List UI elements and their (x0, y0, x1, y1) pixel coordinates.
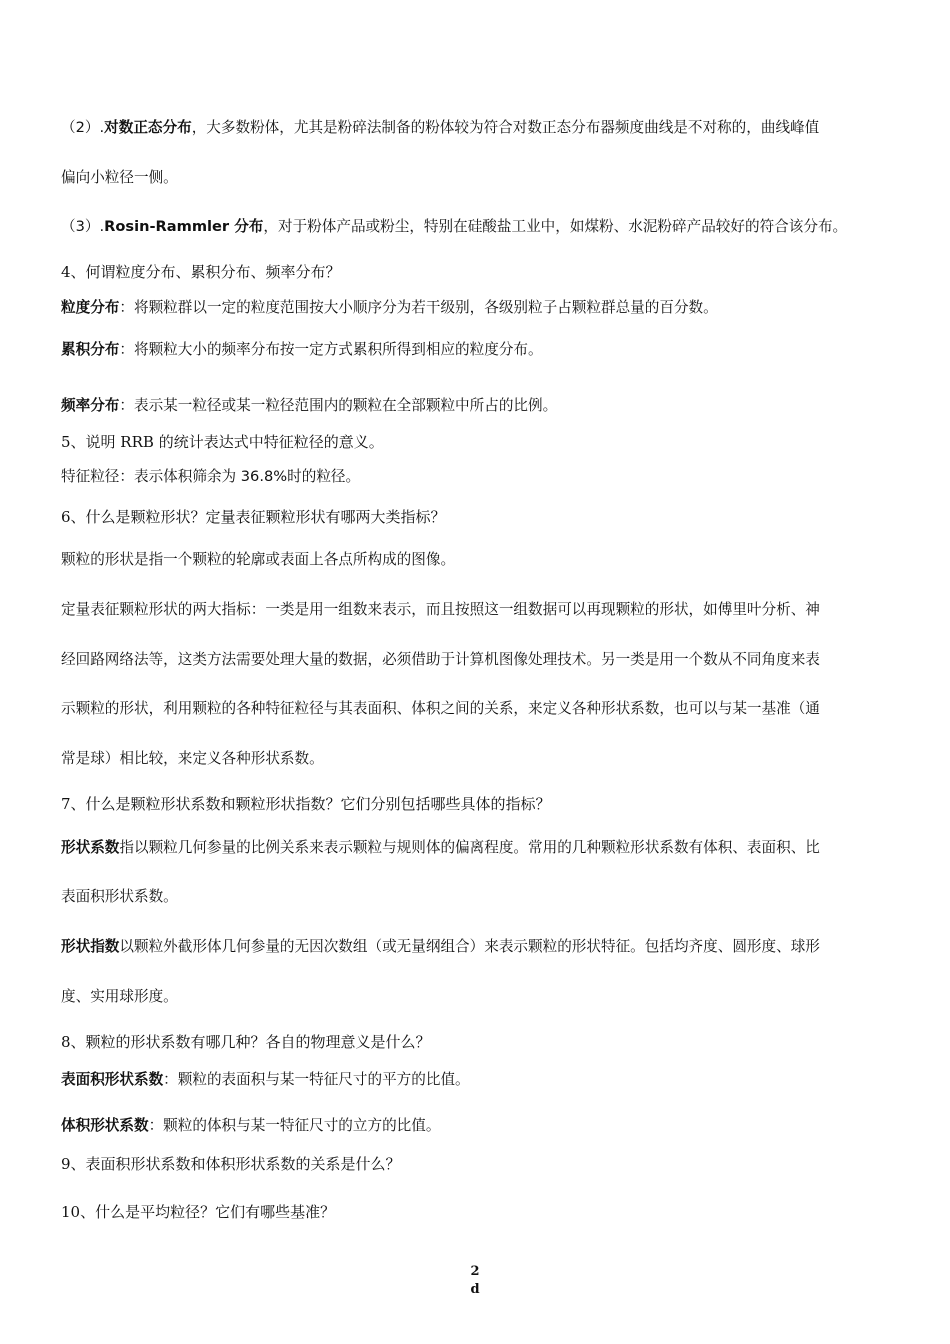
term: 体积形状系数 (61, 1117, 149, 1134)
term-rosin-rammler: Rosin-Rammler 分布 (104, 218, 264, 235)
question-5: 5、说明 RRB 的统计表达式中特征粒径的意义。 (61, 433, 384, 451)
question-4: 4、何谓粒度分布、累积分布、频率分布？ (61, 263, 341, 281)
question-8: 8、颗粒的形状系数有哪几种？各自的物理意义是什么？ (61, 1033, 431, 1051)
answer-8-surface-coefficient (61, 1070, 900, 1090)
answer-6-line2: 经回路网络法等，这类方法需要处理大量的数据，必须借助于计算机图像处理技术。另一类是用一个数从不同角度来表 (61, 651, 820, 668)
definition-text: ：颗粒的体积与某一特征尺寸的立方的比值。 (148, 1117, 441, 1134)
paragraph-text: ，对于粉体产品或粉尘，特别在硅酸盐工业中，如煤粉、水泥粉碎产品较好的符合该分布。 (263, 218, 848, 235)
question-9: 9、表面积形状系数和体积形状系数的关系是什么？ (61, 1155, 401, 1173)
item-number: （3）. (61, 218, 105, 235)
definition-text: 以颗粒外截形体几何参量的无因次数组（或无量纲组合）来表示颗粒的形状特征。包括均齐度、圆形度、球形 (119, 938, 820, 955)
answer-6-shape-definition: 颗粒的形状是指一个颗粒的轮廓或表面上各点所构成的图像。 (61, 551, 456, 568)
term: 形状指数 (61, 938, 120, 955)
answer-cumulative-distribution (61, 340, 900, 360)
item-number: （2）. (61, 119, 105, 136)
answer-8-volume-coefficient (61, 1116, 900, 1136)
term-lognormal: 对数正态分布 (104, 119, 192, 136)
paragraph-text: ，大多数粉体，尤其是粉碎法制备的粉体较为符合对数正态分布器频度曲线是不对称的，曲线峰值 (191, 119, 820, 136)
answer-frequency-distribution (61, 396, 900, 416)
answer-7-shape-index-line1 (61, 937, 900, 957)
paragraph-lognormal-line1 (61, 118, 900, 138)
answer-6-line3: 示颗粒的形状，利用颗粒的各种特征粒径与其表面积、体积之间的关系，来定义各种形状系数，也可以与某一基准（通 (61, 700, 820, 717)
answer-7-shape-index-line2: 度、实用球形度。 (61, 988, 178, 1005)
answer-7-shape-coefficient-line1 (61, 838, 900, 858)
term: 累积分布 (61, 341, 120, 358)
term: 频率分布 (61, 397, 120, 414)
term: 形状系数 (61, 839, 120, 856)
question-7: 7、什么是颗粒形状系数和颗粒形状指数？它们分别包括哪些具体的指标？ (61, 795, 551, 813)
definition-text: ：颗粒的表面积与某一特征尺寸的平方的比值。 (163, 1071, 470, 1088)
term: 粒度分布 (61, 299, 120, 316)
page-number: 2 (470, 1264, 480, 1279)
term: 表面积形状系数 (61, 1071, 164, 1088)
paragraph-lognormal-line2: 偏向小粒径一侧。 (61, 169, 178, 186)
question-6: 6、什么是颗粒形状？定量表征颗粒形状有哪两大类指标？ (61, 508, 446, 526)
paragraph-rosin-rammler (61, 217, 900, 237)
answer-6-line1: 定量表征颗粒形状的两大指标：一类是用一组数来表示，而且按照这一组数据可以再现颗粒的形状，如傅里叶分析、神 (61, 601, 820, 618)
definition-text: ：表示某一粒径或某一粒径范围内的颗粒在全部颗粒中所占的比例。 (119, 397, 558, 414)
definition-text: 指以颗粒几何参量的比例关系来表示颗粒与规则体的偏离程度。常用的几种颗粒形状系数有体积、表面积、比 (119, 839, 820, 856)
page-number-suffix: d (470, 1282, 480, 1297)
answer-7-shape-coefficient-line2: 表面积形状系数。 (61, 888, 178, 905)
question-10: 10、什么是平均粒径？它们有哪些基准？ (61, 1203, 336, 1221)
answer-6-line4: 常是球）相比较，来定义各种形状系数。 (61, 750, 324, 767)
answer-5: 特征粒径：表示体积筛余为 36.8%时的粒径。 (61, 468, 361, 485)
definition-text: ：将颗粒群以一定的粒度范围按大小顺序分为若干级别，各级别粒子占颗粒群总量的百分数。 (119, 299, 718, 316)
answer-particle-size-distribution (61, 298, 900, 318)
definition-text: ：将颗粒大小的频率分布按一定方式累积所得到相应的粒度分布。 (119, 341, 543, 358)
